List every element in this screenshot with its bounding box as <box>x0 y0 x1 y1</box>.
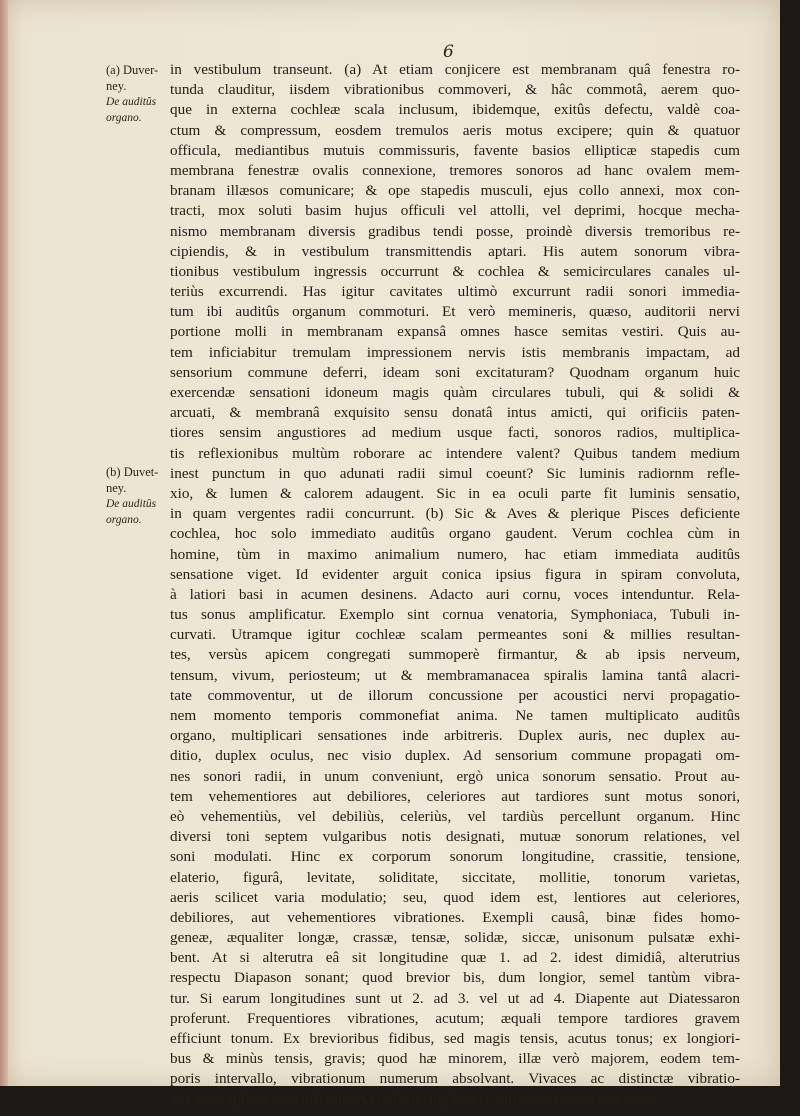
text-line: tes, versùs apicem congregati summoperè firmantur, & ab ipsis nerveum, <box>170 646 740 664</box>
text-line: nem momento temporis commonefiat anima. Ne tamen multiplicato auditûs <box>170 707 740 724</box>
text-line: bus & minùs tensis, gravis; quod hæ minorem, illæ verò majorem, eodem tem- <box>170 1050 740 1068</box>
text-line: nismo membranam diversis gradibus tendi posse, proindè diversis tremoribus re- <box>170 222 740 240</box>
margin-note-line: (a) Duver- <box>106 63 159 77</box>
margin-note-line: organo. <box>106 112 142 124</box>
text-line: portione molli in membranam expansâ omnes hasce semitas vestiri. Quis au- <box>170 323 740 341</box>
margin-note-line: ney. <box>106 79 127 93</box>
margin-note-b <box>106 464 172 528</box>
text-line: sensatione viget. Id evidenter arguit conica ipsius figura in spiram convoluta, <box>170 565 740 583</box>
text-line: tus sonus amplificatur. Exemplo sint cornua venatoria, Symphoniaca, Tubuli in- <box>170 606 740 624</box>
text-line: in quam vergentes radii concurrunt. (b) Sic & Aves & plerique Pisces deficiente <box>170 505 740 523</box>
text-line: à latiori basi in acumen desinens. Adacto auri cornu, voces intenduntur. Rela- <box>170 585 740 603</box>
text-line: xio, & lumen & calorem adaugent. Sic in ea oculi parte fit luminis sensatio, <box>170 484 740 502</box>
text-line: ditio, duplex oculus, nec visio duplex. Ad sensorium commune propagati om- <box>170 747 740 765</box>
margin-note-line: De auditûs <box>106 96 157 108</box>
text-line: aeris scilicet varia modulatio; seu, quod idem est, lentiores aut celeriores, <box>170 888 740 906</box>
text-line: curvati. Utramque igitur cochleæ scalam permeantes soni & millies resultan- <box>170 626 740 644</box>
text-line: homine, tùm in maximo animalium numero, hac etiam immediata auditûs <box>170 545 740 563</box>
text-line: arcuati, & membranâ exquisito sensu donatâ intus amicti, qui orificiis paten- <box>170 404 740 422</box>
text-line: teriùs excurrendi. Has igitur cavitates ultimò excurrunt radii sonori immedia- <box>170 283 740 301</box>
text-line: cipiendis, & in vestibulum transmittendis aptari. His autem sonorum vibra- <box>170 242 740 260</box>
margin-note-line: (b) Duvet- <box>106 465 159 479</box>
text-line: organo, multiplicari sensationes inde arbitreris. Duplex auris, nec duplex au- <box>170 727 740 745</box>
text-line: elaterio, figurâ, levitate, soliditate, siccitate, mollitie, tonorum varietas, <box>170 868 740 886</box>
text-line: diversi toni septem vulgaribus notis designati, mutuæ sonorum relationes, vel <box>170 828 740 846</box>
text-line: soni modulati. Hinc ex corporum sonorum longitudine, crassitie, tensione, <box>170 848 740 866</box>
text-line: tunda clauditur, iisdem vibrationibus commoveri, & hâc commotâ, aerem quo- <box>170 81 740 99</box>
text-line: nes sonori radii, in unum conveniunt, ergò unica sonorum sensatio. Prout au- <box>170 767 740 785</box>
margin-note-line: organo. <box>106 514 142 526</box>
text-line: tracti, mox soluti basim hujus officuli vel attolli, vel deprimi, hocque mecha- <box>170 202 740 220</box>
page-number: 6 <box>443 42 454 62</box>
text-line: cochlea, hoc solo immediato auditûs organo gaudent. Verum cochlea cùm in <box>170 525 740 543</box>
text-line: tionibus vestibulum ingressis occurrunt & cochlea & semicirculares canales ul- <box>170 262 740 280</box>
margin-note-line: ney. <box>106 481 127 495</box>
text-line: tur. Si earum longitudines sunt ut 2. ad 3. vel ut ad 4. Diapente aut Diatessaron <box>170 989 740 1007</box>
text-line: nes tonis splendorem afferunt. A confusis, implicatis, infractis, contrarium expe- <box>170 1090 658 1108</box>
text-line: geneæ, æqualiter longæ, crassæ, tensæ, solidæ, siccæ, unisonum pulsatæ exhi- <box>170 929 740 947</box>
text-line: respectu Diapason sonant; quod brevior bis, dum longior, semel tantùm vibra- <box>170 969 740 987</box>
text-line: ctum & compressum, eosdem tremulos aeris motus excipere; quin & quatuor <box>170 121 740 139</box>
text-line: tis reflexionibus multùm roborare ac intendere valent? Quibus tandem medium <box>170 444 740 462</box>
text-line: efficiunt tonum. Ex brevioribus fidibus, sed magis tensis, acutus tonus; ex longiori- <box>170 1030 740 1047</box>
text-line: membrana fenestræ ovalis connexione, tremores sonoros ad hanc ovalem mem- <box>170 161 740 179</box>
text-line: branam illæsos comunicare; & ope stapedis musculi, ejus collo annexi, mox con- <box>170 182 740 200</box>
text-line: tiores sensim angustiores ad medium usque facti, sonoros radios, multiplica- <box>170 424 740 442</box>
text-line: eò vehementiùs, vel debiliùs, celeriùs, vel tardiùs percellunt organum. Hinc <box>170 807 740 825</box>
text-line: proferunt. Frequentiores vibrationes, acutum; æquali tempore tardiores gravem <box>170 1009 740 1027</box>
page-edge <box>0 0 8 1086</box>
text-line: tum ibi auditûs organum commoturi. Et verò memineris, quæso, auditorii nervi <box>170 303 740 321</box>
text-line: tensum, vivum, periosteum; ut & membramanacea spiralis lamina tantâ alacri- <box>170 666 740 684</box>
text-line: tem inficiabitur tremulam impressionem nervis istis membranis impactam, ad <box>170 343 740 361</box>
text-line: sensorium commune deferri, ideam soni excitaturam? Quodnam organum huic <box>170 363 740 381</box>
text-line: bent. At si alterutra eâ sit longitudine quæ 1. ad 2. idest dimidiâ, alterutrius <box>170 949 740 967</box>
text-line: officula, mediantibus mutuis commissuris, favente basios ellipticæ stapedis cum <box>170 141 740 159</box>
margin-note-a <box>106 62 172 126</box>
margin-note-line: De auditûs <box>106 498 157 510</box>
text-line: tate commoventur, ut de illorum concussione per acoustici nervi propagatio- <box>170 686 740 704</box>
text-line: inest punctum in quo adunati radii simul coeunt? Sic luminis radiornm refle- <box>170 464 740 482</box>
body-text <box>170 60 740 1110</box>
text-line: in vestibulum transeunt. (a) At etiam conjicere est membranam quâ fenestra ro- <box>170 61 740 78</box>
text-line: exercendæ sensationi idoneum magis quàm circulares tubuli, qui & solidi & <box>170 384 740 401</box>
text-line: poris intervallo, vibrationum numerum absolvant. Vivaces ac distinctæ vibratio- <box>170 1070 740 1088</box>
text-line: que in externa cochleæ scala inclusum, ibidemque, exitûs defectu, valdè coa- <box>170 101 740 119</box>
text-line: tem vehementiores aut debiliores, celeriores aut tardiores sunt motus sonori, <box>170 787 740 805</box>
text-line: debiliores, aut vehementiores vibrationes. Exempli causâ, binæ fides homo- <box>170 908 740 926</box>
